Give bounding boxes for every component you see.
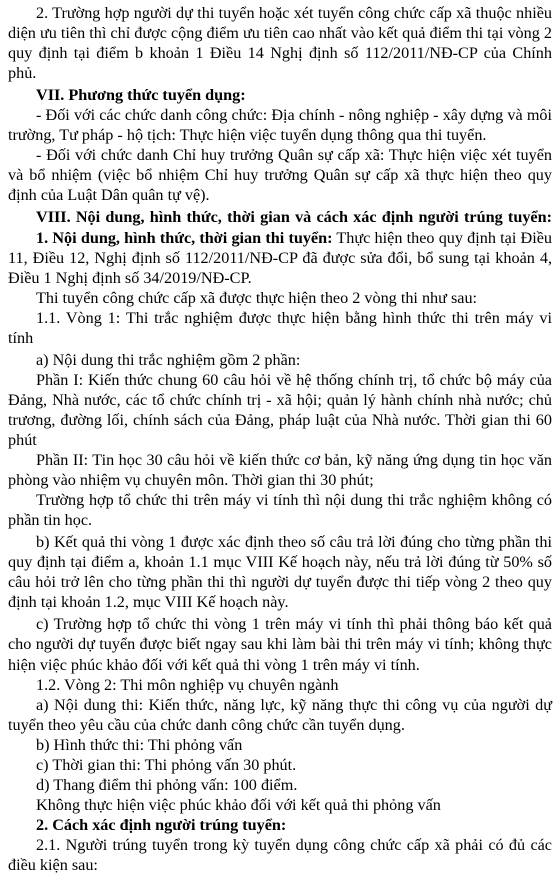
paragraph-round-2-content: a) Nội dung thi: Kiến thức, năng lực, kỹ năng thực thi công vụ của người dự tuyển theo yêu cầu của chức danh công chức cần tuyển dụng. xyxy=(8,695,552,734)
paragraph-exam-content xyxy=(8,228,552,288)
paragraph-two-rounds: Thi tuyển công chức cấp xã được thực hiện theo 2 vòng thi như sau: xyxy=(36,288,478,307)
paragraph-round-1-notification: c) Trường hợp tổ chức thi vòng 1 trên máy vi tính thì phải thông báo kết quả cho người dự tuyển được biết ngay sau khi làm bài thi trên máy vi tính; không thực hiện việc phúc khảo đối với kết quả thi vòng 1 trên máy vi tính. xyxy=(8,615,552,674)
heading-selection-method: 2. Cách xác định người trúng tuyển: xyxy=(36,815,287,834)
paragraph-round-1-content: a) Nội dung thi trắc nghiệm gồm 2 phần: xyxy=(36,350,301,369)
paragraph-selection-conditions: 2.1. Người trúng tuyển trong kỳ tuyển dụng công chức cấp xã phải có đủ các điều kiện sau: xyxy=(8,835,552,874)
paragraph-method-civil-servants: - Đối với các chức danh công chức: Địa chính - nông nghiệp - xây dựng và môi trường, Tư pháp - hộ tịch: Thực hiện việc tuyển dụng thông qua thi tuyển. xyxy=(8,106,552,145)
paragraph-round-2: 1.2. Vòng 2: Thi môn nghiệp vụ chuyên ngành xyxy=(36,675,339,694)
paragraph-round-2-duration: c) Thời gian thi: Thi phỏng vấn 30 phút. xyxy=(36,755,297,774)
paragraph-round-2-form: b) Hình thức thi: Thi phỏng vấn xyxy=(36,735,243,754)
paragraph-method-military-commander: - Đối với chức danh Chỉ huy trưởng Quân sự cấp xã: Thực hiện việc xét tuyển và bổ nhiệm (việc bổ nhiệm Chỉ huy trưởng Quân sự cấp xã thực hiện theo quy định của Luật Dân quân tự vệ). xyxy=(8,146,552,205)
paragraph-no-review: Không thực hiện việc phúc khảo đối với kết quả thi phỏng vấn xyxy=(36,795,441,814)
paragraph-round-1: 1.1. Vòng 1: Thi trắc nghiệm được thực hiện bằng hình thức thi trên máy vi tính xyxy=(8,308,552,347)
heading-section-viii: VIII. Nội dung, hình thức, thời gian và cách xác định người trúng tuyển: xyxy=(36,208,552,227)
paragraph-round-1-result: b) Kết quả thi vòng 1 được xác định theo số câu trả lời đúng cho từng phần thi quy định tại điểm a, khoản 1.1 mục VIII Kế hoạch này, nếu trả lời đúng từ 50% số câu hỏi trở lên cho từng phần thi thì người dự tuyển được thi tiếp vòng 2 theo quy định tại khoản 1.2, mục VIII Kế hoạch này. xyxy=(8,533,552,612)
paragraph-computer-exam-note: Trường hợp tổ chức thi trên máy vi tính thì nội dung thi trắc nghiệm không có phần tin học. xyxy=(8,491,552,530)
paragraph-part-2: Phần II: Tin học 30 câu hỏi về kiến thức cơ bản, kỹ năng ứng dụng tin học văn phòng vào nhiệm vụ chuyên môn. Thời gian thi 30 phút; xyxy=(8,451,552,490)
subheading-exam-content: 1. Nội dung, hình thức, thời gian thi tuyển: xyxy=(36,228,333,247)
paragraph-priority-note: 2. Trường hợp người dự thi tuyển hoặc xét tuyển công chức cấp xã thuộc nhiều diện ưu tiên thì chỉ được cộng điểm ưu tiên cao nhất vào kết quả điểm thi tại vòng 2 quy định tại điểm b khoản 1 Điều 14 Nghị định số 112/2011/NĐ-CP của Chính phủ. xyxy=(8,4,552,83)
paragraph-round-2-scale: d) Thang điểm thi phỏng vấn: 100 điểm. xyxy=(36,775,298,794)
heading-section-vii: VII. Phương thức tuyển dụng: xyxy=(36,86,246,105)
paragraph-part-1: Phần I: Kiến thức chung 60 câu hỏi về hệ thống chính trị, tổ chức bộ máy của Đảng, Nhà nước, các tổ chức chính trị - xã hội; quản lý hành chính nhà nước; chủ trương, đường lối, chính sách của Đảng, pháp luật của Nhà nước. Thời gian thi 60 phút xyxy=(8,370,552,449)
exam-content-text: Thực hiện theo quy định tại Điều 11, Điều 12, Nghị định số 112/2011/NĐ-CP đã được sửa đổi, bổ sung tại khoản 4, Điều 1 Nghị định số 34/2019/NĐ-CP. xyxy=(8,228,553,287)
